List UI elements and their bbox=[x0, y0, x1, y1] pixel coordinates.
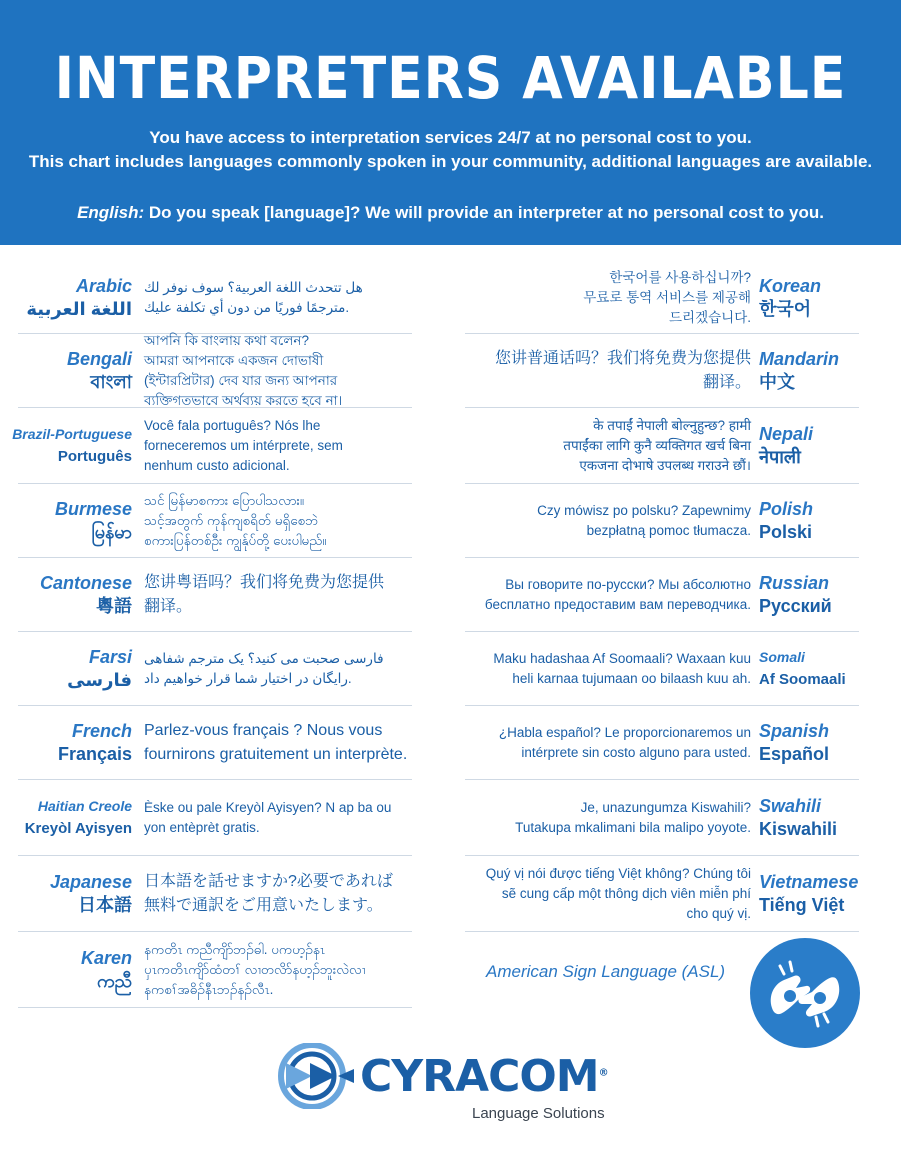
interpreter-phrase bbox=[465, 632, 751, 705]
language-english-name: Spanish bbox=[759, 720, 830, 741]
language-name-block bbox=[18, 262, 132, 333]
cyracom-logo bbox=[276, 1043, 636, 1123]
language-row-french bbox=[18, 706, 412, 780]
language-native-name: ကညီ bbox=[96, 970, 132, 991]
interpreter-phrase bbox=[465, 780, 751, 855]
language-name-block bbox=[18, 856, 132, 931]
interpreter-phrase bbox=[144, 706, 410, 779]
phrase-line: 드리겠습니다. bbox=[669, 309, 751, 325]
language-native-name: বাংলা bbox=[90, 371, 132, 392]
phrase-line: Je, unazungumza Kiswahili? bbox=[580, 799, 751, 815]
language-english-name: Cantonese bbox=[39, 572, 132, 593]
language-name-block bbox=[18, 334, 132, 407]
phrase-line: cho quý vị. bbox=[686, 905, 751, 921]
english-phrase bbox=[0, 201, 901, 225]
phrase-line: 日本語を話せますか?必要であれば bbox=[144, 872, 393, 890]
interpreter-phrase bbox=[465, 706, 751, 779]
language-native-name: Français bbox=[57, 743, 132, 764]
header-subtitle bbox=[0, 126, 901, 174]
language-english-name: Korean bbox=[759, 275, 822, 296]
phrase-line: 您讲普通话吗？我们将免费为您提供 bbox=[494, 349, 751, 367]
language-name-block bbox=[759, 706, 859, 779]
interpreter-phrase bbox=[144, 334, 410, 407]
language-native-name: नेपाली bbox=[759, 446, 801, 467]
phrase-line: 您讲粤语吗？我们将免费为您提供 bbox=[144, 573, 385, 591]
language-english-name: Karen bbox=[80, 947, 132, 968]
language-name-block bbox=[12, 408, 132, 483]
page-title: INTERPRETERS AVAILABLE bbox=[54, 44, 847, 112]
language-english-name: Japanese bbox=[49, 871, 132, 892]
phrase-line: هل تتحدث اللغة العربية؟ سوف نوفر لك bbox=[144, 279, 363, 295]
phrase-line: နကတိၤ ကညီကျိာ်ဘၣ်ဓါ. ပကဟ့ၣ်နၤ bbox=[144, 941, 325, 957]
language-native-name: Tiếng Việt bbox=[759, 894, 845, 915]
subtitle-line-1: You have access to interpretation services 24/7 at no personal cost to you. bbox=[149, 128, 752, 147]
language-name-block bbox=[759, 408, 859, 483]
language-native-name: Español bbox=[759, 743, 830, 764]
phrase-line: bezpłatną pomoc tłumacza. bbox=[586, 522, 751, 538]
language-row-karen bbox=[18, 932, 412, 1008]
language-name-block bbox=[18, 632, 132, 705]
phrase-line: yon entèprèt gratis. bbox=[144, 819, 260, 835]
interpreter-phrase bbox=[144, 408, 410, 483]
phrase-line: ¿Habla español? Le proporcionaremos un bbox=[498, 724, 751, 740]
language-name-block bbox=[18, 932, 132, 1007]
phrase-line: 無料で通訳をご用意いたします。 bbox=[144, 896, 383, 914]
language-english-name: Haitian Creole bbox=[37, 797, 132, 814]
phrase-line: رایگان در اختیار شما قرار خواهیم داد. bbox=[144, 670, 352, 686]
language-row-somali bbox=[465, 632, 859, 706]
brand-name: CYRACOM® bbox=[360, 1051, 608, 1102]
interpreter-phrase bbox=[465, 558, 751, 631]
language-native-name: 粵語 bbox=[96, 595, 132, 616]
language-row-cantonese bbox=[18, 558, 412, 632]
phrase-line: Maku hadashaa Af Soomaali? Waxaan kuu bbox=[493, 650, 751, 666]
language-native-name: فارسی bbox=[67, 669, 132, 690]
interpreter-phrase bbox=[465, 408, 751, 483]
phrase-line: သင် မြန်မာစကား ပြောပါသလား။ bbox=[144, 492, 304, 508]
language-native-name: 한국어 bbox=[759, 298, 812, 319]
language-native-name: 中文 bbox=[759, 371, 795, 392]
phrase-line: forneceremos um intérprete, sem bbox=[144, 437, 343, 453]
phrase-line: আমরা আপনাকে একজন দোভাষী bbox=[144, 352, 324, 368]
interpreter-phrase bbox=[144, 780, 410, 855]
language-english-name: Vietnamese bbox=[759, 871, 859, 892]
phrase-line: আপনি কি বাংলায় কথা বলেন? bbox=[144, 332, 309, 348]
interpreter-phrase bbox=[465, 856, 751, 931]
language-native-name: Af Soomaali bbox=[759, 670, 846, 688]
language-english-name: Swahili bbox=[759, 795, 822, 816]
language-name-block bbox=[759, 262, 859, 333]
phrase-line: एकजना दोभाषे उपलब्ध गराउने छौं। bbox=[579, 457, 751, 473]
language-row-swahili bbox=[465, 780, 859, 856]
interpreter-phrase bbox=[144, 262, 410, 333]
phrase-line: (ইন্টারপ্রিটার) দেব যার জন্য আপনার bbox=[144, 372, 338, 388]
language-english-name: Mandarin bbox=[759, 348, 840, 369]
interpreter-phrase bbox=[144, 932, 410, 1007]
language-name-block bbox=[759, 856, 859, 931]
language-english-name: Burmese bbox=[54, 498, 132, 519]
language-native-name: Português bbox=[57, 447, 132, 465]
phrase-line: Você fala português? Nós lhe bbox=[144, 417, 321, 433]
phrase-line: तपाईंका लागि कुनै व्यक्तिगत खर्च बिना bbox=[563, 437, 751, 453]
phrase-line: fournirons gratuitement un interprète. bbox=[144, 745, 408, 763]
language-native-name: မြန်မာ bbox=[91, 521, 132, 542]
phrase-line: مترجمًا فوريًا من دون أي تكلفة عليك. bbox=[144, 299, 350, 315]
phrase-line: sẽ cung cấp một thông dịch viên miễn phí bbox=[501, 885, 751, 901]
language-row-arabic bbox=[18, 262, 412, 334]
language-row-japanese bbox=[18, 856, 412, 932]
language-name-block bbox=[759, 334, 859, 407]
sign-language-hands-icon bbox=[750, 938, 860, 1048]
language-row-korean bbox=[465, 262, 859, 334]
phrase-line: فارسی صحبت می کنید؟ یک مترجم شفاهی bbox=[144, 650, 384, 666]
language-row-burmese bbox=[18, 484, 412, 558]
phrase-line: သင့်အတွက် ကုန်ကျစရိတ် မရှိစေဘဲ bbox=[144, 512, 319, 528]
language-name-block bbox=[759, 558, 859, 631]
language-row-brazil-portuguese bbox=[12, 408, 412, 484]
phrase-line: Вы говорите по-русски? Мы абсолютно bbox=[505, 576, 751, 592]
asl-label: American Sign Language (ASL) bbox=[486, 962, 726, 981]
interpreter-phrase bbox=[144, 558, 410, 631]
language-english-name: Russian bbox=[759, 572, 830, 593]
phrase-line: 한국어를 사용하십니까? bbox=[609, 269, 751, 285]
language-english-name: Polish bbox=[759, 498, 814, 519]
phrase-line: Tutakupa mkalimani bila malipo yoyote. bbox=[515, 819, 751, 835]
phrase-line: бесплатно предоставим вам переводчика. bbox=[484, 596, 751, 612]
language-native-name: Polski bbox=[759, 521, 813, 542]
interpreter-phrase bbox=[465, 262, 751, 333]
language-name-block bbox=[18, 484, 132, 557]
language-english-name: French bbox=[71, 720, 132, 741]
header-banner bbox=[0, 0, 901, 245]
phrase-line: nenhum custo adicional. bbox=[144, 457, 290, 473]
phrase-line: heli karnaa tujumaan oo bilaash kuu ah. bbox=[512, 670, 751, 686]
language-native-name: 日本語 bbox=[78, 894, 132, 915]
phrase-line: Parlez-vous français ? Nous vous bbox=[144, 721, 383, 739]
interpreter-phrase bbox=[465, 334, 751, 407]
language-row-nepali bbox=[465, 408, 859, 484]
phrase-line: စကားပြန်တစ်ဦး ကျွန်ုပ်တို့ ပေးပါမည်။ bbox=[144, 532, 327, 548]
phrase-line: Quý vị nói được tiếng Việt không? Chúng tôi bbox=[485, 865, 751, 881]
phrase-line: intérprete sin costo alguno para usted. bbox=[521, 744, 751, 760]
language-english-name: Arabic bbox=[75, 275, 132, 296]
language-row-polish bbox=[465, 484, 859, 558]
language-row-spanish bbox=[465, 706, 859, 780]
language-row-farsi bbox=[18, 632, 412, 706]
phrase-line: ব্যক্তিগতভাবে অর্থব্যয় করতে হবে না। bbox=[144, 392, 343, 408]
cyracom-arrow-logo-icon bbox=[276, 1043, 356, 1109]
phrase-line: Czy mówisz po polsku? Zapewnimy bbox=[537, 502, 751, 518]
language-name-block bbox=[18, 558, 132, 631]
phrase-line: 翻译。 bbox=[702, 373, 751, 391]
language-english-name: Nepali bbox=[759, 423, 814, 444]
interpreter-phrase bbox=[465, 484, 751, 557]
english-label: English: bbox=[77, 203, 145, 222]
phrase-line: 翻译。 bbox=[144, 597, 193, 615]
phrase-line: 무료로 통역 서비스를 제공해 bbox=[583, 289, 751, 305]
language-name-block bbox=[759, 780, 859, 855]
language-english-name: Farsi bbox=[88, 646, 132, 667]
brand-tagline: Language Solutions bbox=[472, 1105, 605, 1122]
language-name-block bbox=[759, 484, 859, 557]
language-row-bengali bbox=[18, 334, 412, 408]
phrase-line: के तपाईं नेपाली बोल्नुहुन्छ? हामी bbox=[593, 417, 751, 433]
language-english-name: Bengali bbox=[66, 348, 132, 369]
language-native-name: Русский bbox=[759, 595, 832, 616]
interpreter-phrase bbox=[144, 484, 410, 557]
language-native-name: Kreyòl Ayisyen bbox=[24, 819, 132, 837]
phrase-line: Èske ou pale Kreyòl Ayisyen? N ap ba ou bbox=[144, 799, 392, 815]
language-name-block bbox=[18, 780, 132, 855]
language-english-name: Brazil-Portuguese bbox=[12, 425, 132, 442]
language-native-name: اللغة العربية bbox=[26, 298, 132, 319]
interpreter-phrase bbox=[144, 856, 410, 931]
interpreter-phrase bbox=[144, 632, 410, 705]
language-name-block bbox=[759, 632, 859, 705]
phrase-line: ပှၤကတိၤကျိာ်ထံတၢ် လၢတလိာ်နဟ့ၣ်ဘူးလဲလၢ bbox=[144, 961, 366, 977]
phrase-line: နကစၢ်အဓိၣ်နီၤဘၣ်နၣ်လီၤ. bbox=[144, 981, 274, 997]
language-row-russian bbox=[465, 558, 859, 632]
language-row-haitian-creole bbox=[18, 780, 412, 856]
language-row-mandarin bbox=[465, 334, 859, 408]
language-row-vietnamese bbox=[465, 856, 859, 932]
language-english-name: Somali bbox=[759, 648, 805, 665]
language-name-block bbox=[18, 706, 132, 779]
subtitle-line-2: This chart includes languages commonly spoken in your community, additional languages are available. bbox=[28, 152, 873, 171]
language-native-name: Kiswahili bbox=[759, 818, 838, 839]
english-text: Do you speak [language]? We will provide an interpreter at no personal cost to you. bbox=[148, 203, 824, 222]
